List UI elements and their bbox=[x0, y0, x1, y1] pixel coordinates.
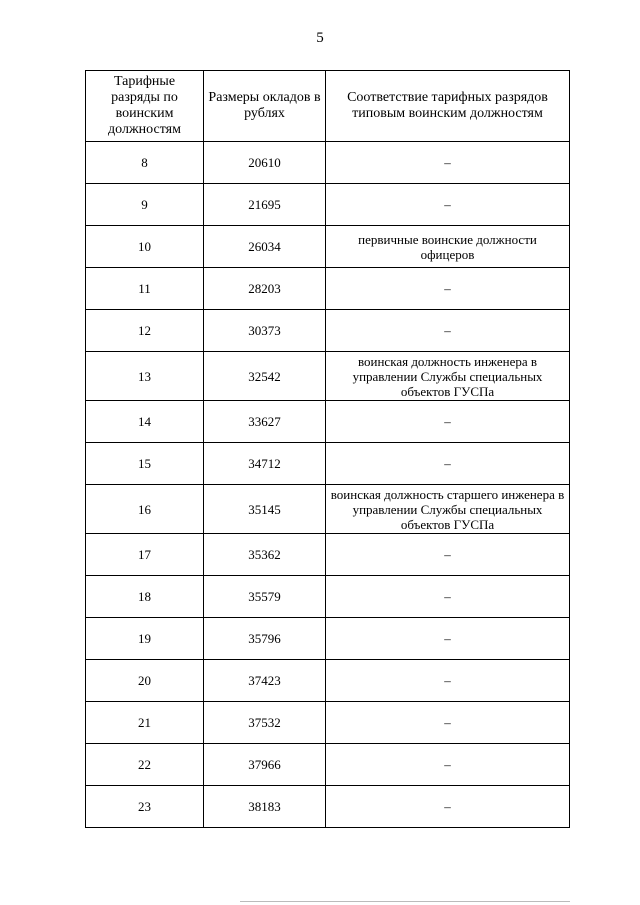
header-salary: Размеры окладов в рублях bbox=[204, 71, 326, 142]
table-header-row bbox=[86, 71, 570, 142]
cell-position: – bbox=[326, 268, 570, 310]
table-row bbox=[86, 618, 570, 660]
scan-edge-divider bbox=[240, 901, 570, 902]
cell-position: первичные воинские должности офицеров bbox=[326, 226, 570, 268]
table-row bbox=[86, 576, 570, 618]
table-row bbox=[86, 702, 570, 744]
table-row bbox=[86, 534, 570, 576]
header-grade: Тарифные разряды по воинским должностям bbox=[86, 71, 204, 142]
cell-position: воинская должность инженера в управлении Службы специальных объектов ГУСПа bbox=[326, 352, 570, 401]
table-row bbox=[86, 268, 570, 310]
table-row bbox=[86, 352, 570, 401]
cell-position: – bbox=[326, 744, 570, 786]
cell-grade: 23 bbox=[86, 786, 204, 828]
cell-salary: 38183 bbox=[204, 786, 326, 828]
table-row bbox=[86, 660, 570, 702]
table-row bbox=[86, 184, 570, 226]
cell-grade: 20 bbox=[86, 660, 204, 702]
cell-salary: 32542 bbox=[204, 352, 326, 401]
cell-position: – bbox=[326, 401, 570, 443]
cell-salary: 37423 bbox=[204, 660, 326, 702]
cell-salary: 37966 bbox=[204, 744, 326, 786]
table-row bbox=[86, 443, 570, 485]
cell-position: – bbox=[326, 660, 570, 702]
cell-position: – bbox=[326, 786, 570, 828]
table-row bbox=[86, 744, 570, 786]
page-number: 5 bbox=[316, 30, 324, 46]
table-row bbox=[86, 485, 570, 534]
cell-grade: 13 bbox=[86, 352, 204, 401]
cell-position: – bbox=[326, 702, 570, 744]
cell-salary: 35579 bbox=[204, 576, 326, 618]
table-row bbox=[86, 226, 570, 268]
cell-salary: 21695 bbox=[204, 184, 326, 226]
cell-grade: 15 bbox=[86, 443, 204, 485]
cell-grade: 8 bbox=[86, 142, 204, 184]
cell-grade: 11 bbox=[86, 268, 204, 310]
cell-position: – bbox=[326, 184, 570, 226]
cell-position: воинская должность старшего инженера в управлении Службы специальных объектов ГУСПа bbox=[326, 485, 570, 534]
cell-grade: 19 bbox=[86, 618, 204, 660]
cell-position: – bbox=[326, 443, 570, 485]
cell-position: – bbox=[326, 534, 570, 576]
cell-salary: 37532 bbox=[204, 702, 326, 744]
cell-grade: 17 bbox=[86, 534, 204, 576]
cell-salary: 34712 bbox=[204, 443, 326, 485]
cell-grade: 22 bbox=[86, 744, 204, 786]
table-row bbox=[86, 401, 570, 443]
cell-salary: 26034 bbox=[204, 226, 326, 268]
table-row bbox=[86, 310, 570, 352]
cell-grade: 21 bbox=[86, 702, 204, 744]
cell-grade: 14 bbox=[86, 401, 204, 443]
cell-salary: 28203 bbox=[204, 268, 326, 310]
cell-grade: 16 bbox=[86, 485, 204, 534]
header-position: Соответствие тарифных разрядов типовым воинским должностям bbox=[326, 71, 570, 142]
cell-salary: 35362 bbox=[204, 534, 326, 576]
cell-grade: 18 bbox=[86, 576, 204, 618]
cell-salary: 35145 bbox=[204, 485, 326, 534]
cell-salary: 30373 bbox=[204, 310, 326, 352]
cell-position: – bbox=[326, 618, 570, 660]
cell-salary: 33627 bbox=[204, 401, 326, 443]
cell-grade: 12 bbox=[86, 310, 204, 352]
cell-position: – bbox=[326, 142, 570, 184]
cell-position: – bbox=[326, 310, 570, 352]
salary-grade-table bbox=[85, 70, 570, 828]
cell-position: – bbox=[326, 576, 570, 618]
table-row bbox=[86, 142, 570, 184]
cell-grade: 9 bbox=[86, 184, 204, 226]
cell-grade: 10 bbox=[86, 226, 204, 268]
table-row bbox=[86, 786, 570, 828]
cell-salary: 20610 bbox=[204, 142, 326, 184]
cell-salary: 35796 bbox=[204, 618, 326, 660]
